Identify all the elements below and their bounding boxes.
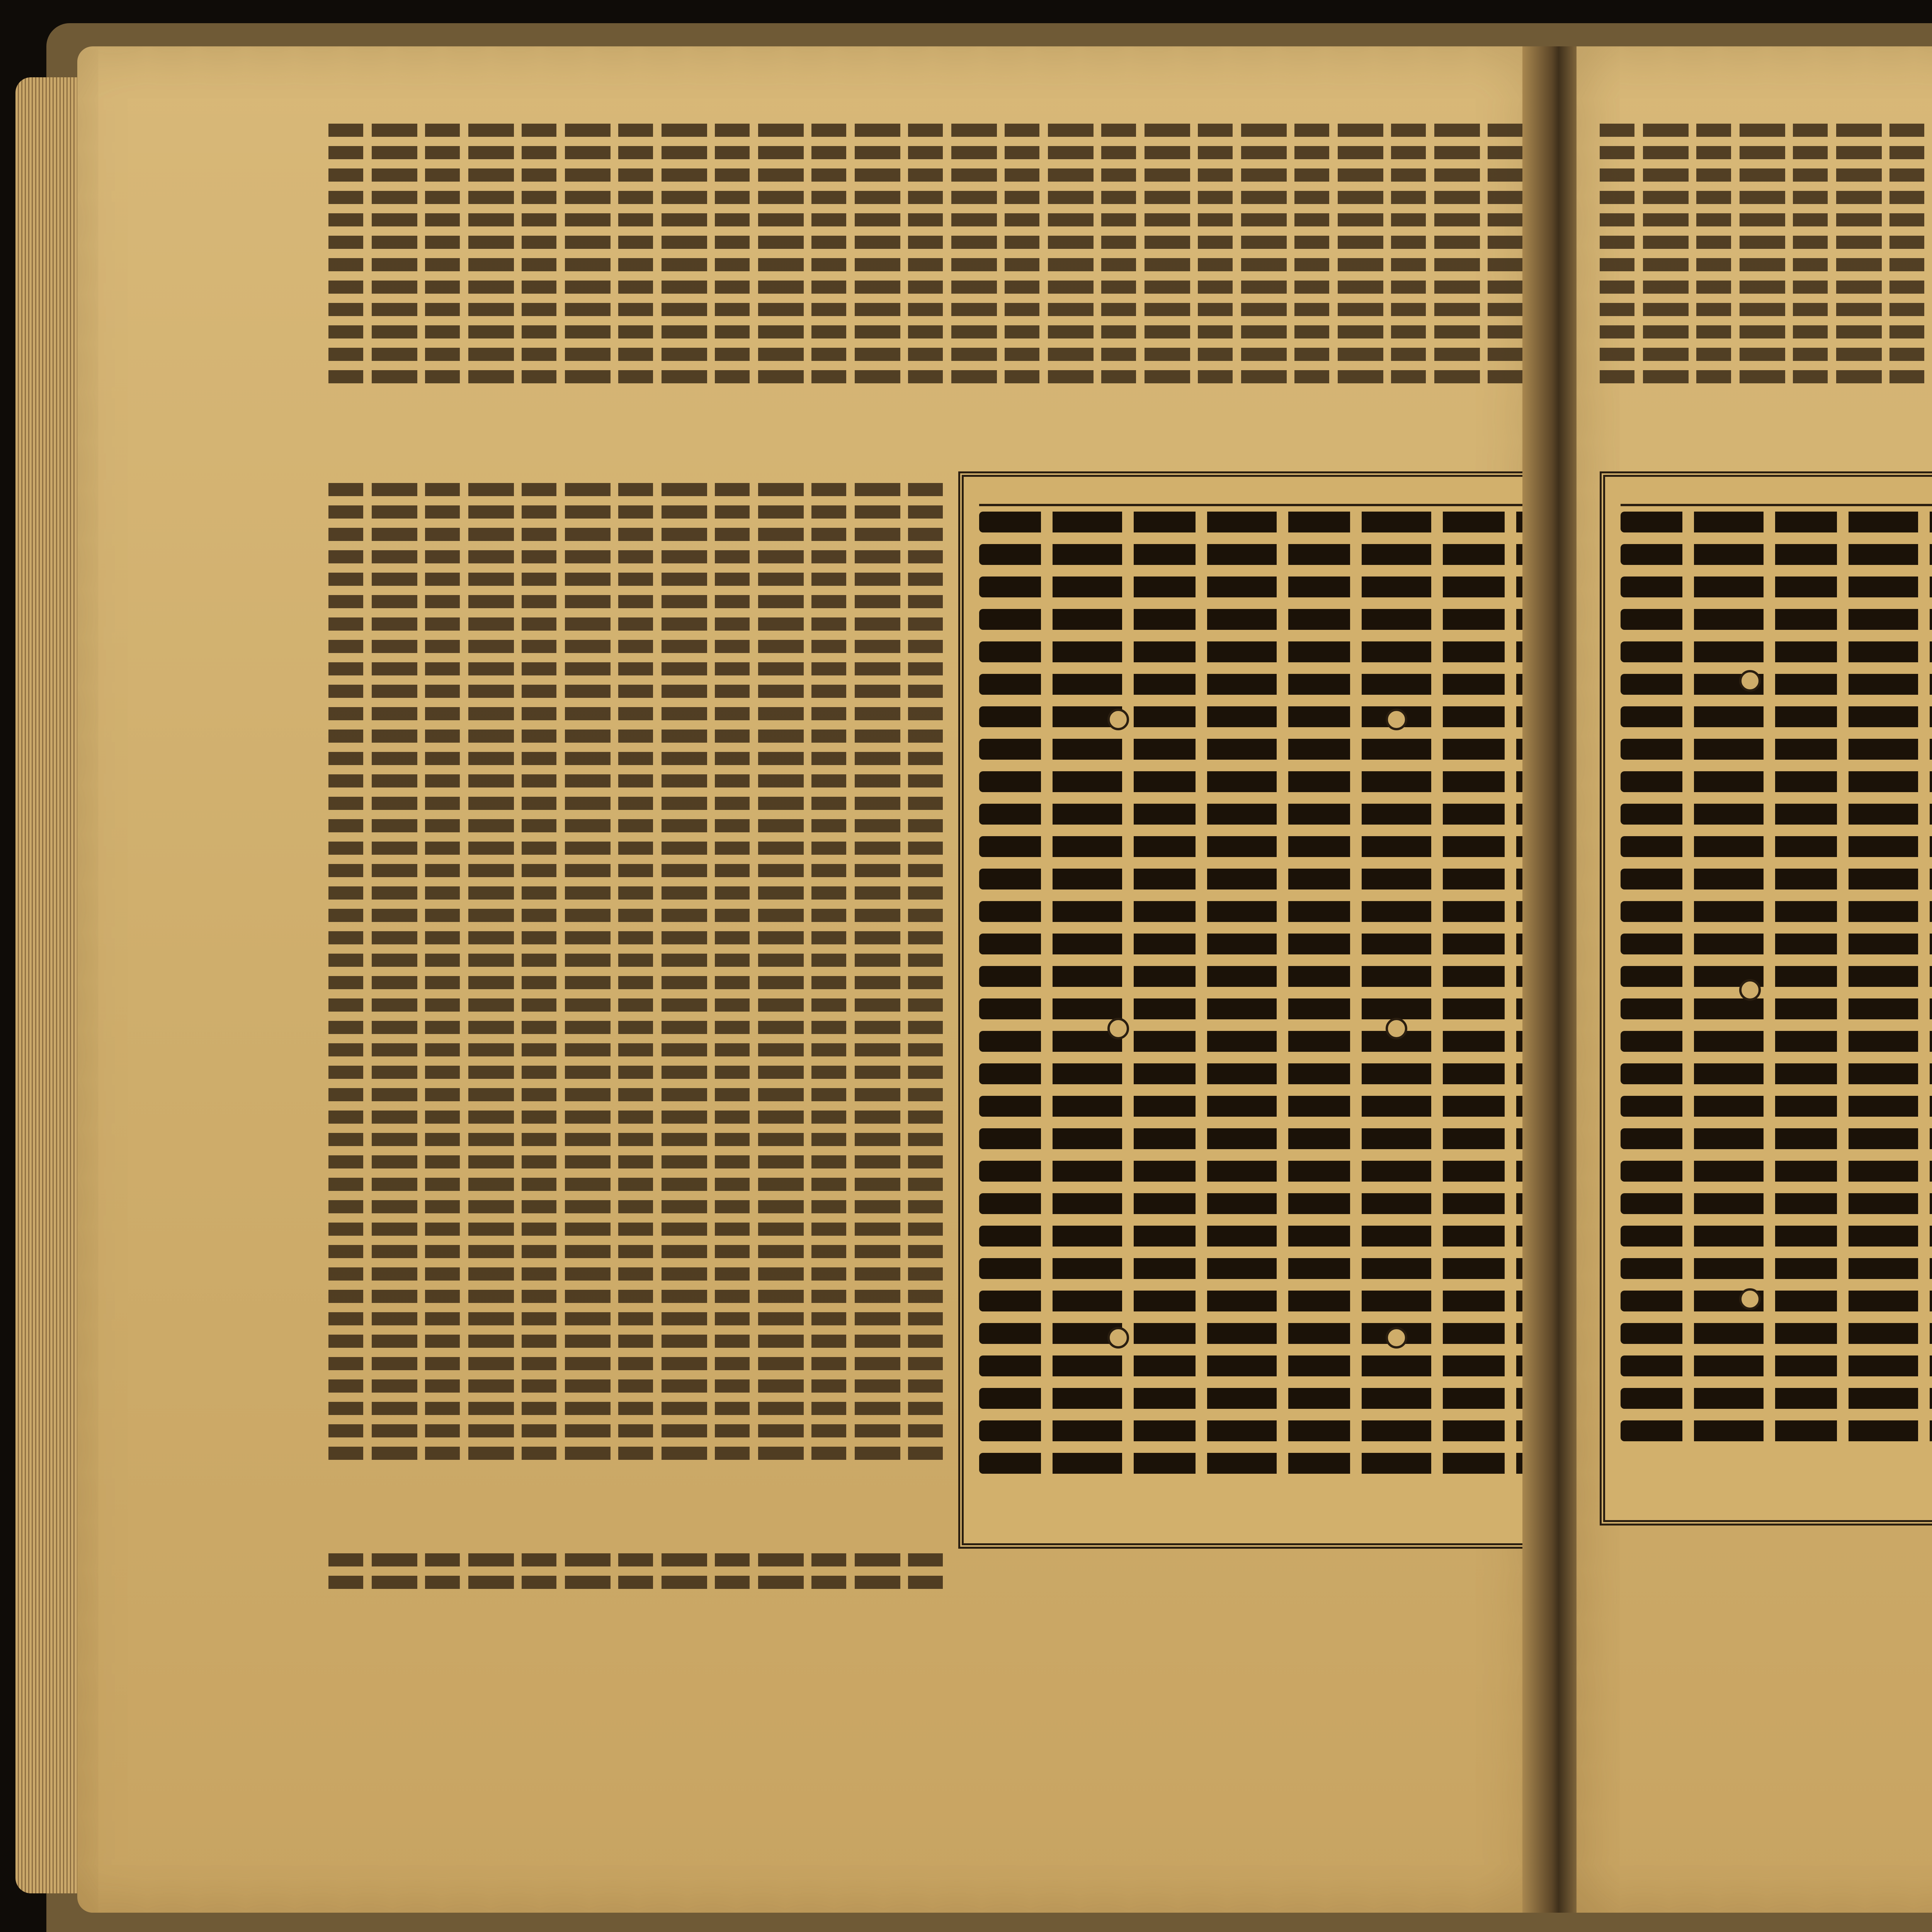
left-side-commentary	[328, 483, 947, 1469]
right-top-commentary	[1600, 124, 1932, 393]
verse-marker-icon	[1107, 1018, 1129, 1039]
verse-marker-icon	[1739, 1288, 1761, 1310]
verse-marker-icon	[1386, 709, 1407, 730]
right-page	[1577, 46, 1932, 1913]
verse-marker-icon	[1739, 979, 1761, 1001]
verse-marker-icon	[1107, 1327, 1129, 1349]
verse-marker-icon	[1386, 1018, 1407, 1039]
verse-marker-icon	[1386, 1327, 1407, 1349]
quran-box-header	[1621, 485, 1932, 506]
left-bottom-commentary	[328, 1553, 947, 1598]
quran-box-header	[979, 485, 1536, 506]
verse-marker-icon	[1739, 670, 1761, 692]
left-page	[77, 46, 1530, 1913]
quran-text-box-right	[1600, 471, 1932, 1526]
verse-marker-icon	[1107, 709, 1129, 730]
quran-text-box-left	[958, 471, 1556, 1549]
left-top-commentary	[328, 124, 1580, 393]
